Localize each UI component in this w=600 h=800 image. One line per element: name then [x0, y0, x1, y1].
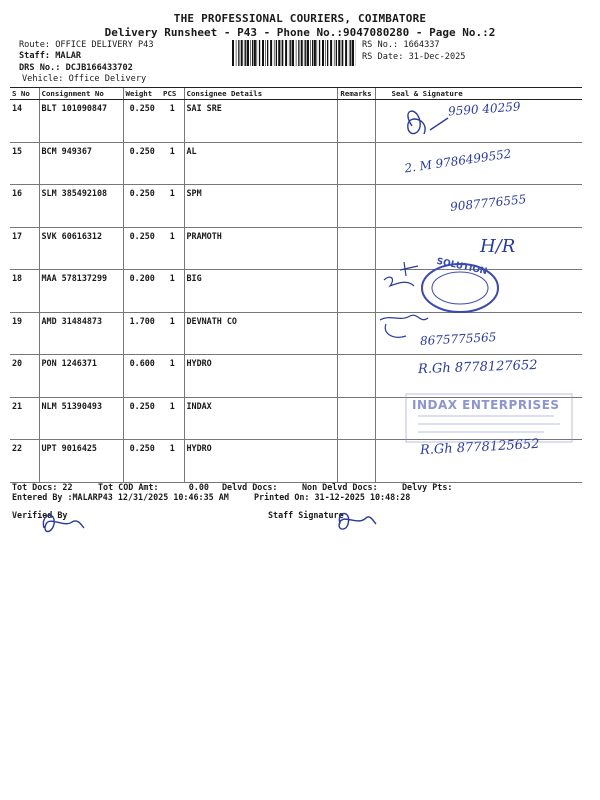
barcode-bar	[236, 40, 237, 66]
barcode-bar	[292, 40, 294, 66]
cell-consignee: SPM	[184, 185, 337, 228]
vehicle-label: Vehicle: Office Delivery	[22, 74, 147, 84]
cell-consignee: HYDRO	[184, 355, 337, 398]
handwritten-note: 2. M 9786499552	[403, 146, 513, 176]
cell-pcs: 1	[161, 355, 184, 398]
handwritten-phone: 9087776555	[449, 192, 527, 214]
cell-sno: 20	[10, 355, 39, 398]
cell-consignment-no: SLM 385492108	[39, 185, 123, 228]
company-name: THE PROFESSIONAL COURIERS, COIMBATORE	[173, 12, 427, 25]
barcode-bar	[305, 40, 306, 66]
handwritten-note: R.Gh 8778127652	[417, 357, 538, 378]
barcode-bar	[245, 40, 246, 66]
handwritten-phone: 8675775565	[419, 330, 497, 348]
barcode-bar	[322, 40, 324, 66]
cell-consignment-no: SVK 60616312	[39, 227, 123, 270]
cell-weight: 0.200	[123, 270, 161, 313]
total-cod-amount: Tot COD Amt: 0.00	[98, 482, 209, 492]
barcode-bar	[281, 40, 282, 66]
barcode-bar	[336, 40, 337, 66]
cell-sno: 15	[10, 142, 39, 185]
staff-signature	[330, 506, 380, 536]
table-header-row	[10, 88, 582, 100]
cell-pcs: 1	[161, 397, 184, 440]
route-label: Route: OFFICE DELIVERY P43	[19, 40, 154, 50]
cell-sno: 21	[10, 397, 39, 440]
cell-consignee: HYDRO	[184, 440, 337, 483]
cell-consignment-no: MAA 578137299	[39, 270, 123, 313]
barcode-bar	[319, 40, 320, 66]
cell-pcs: 1	[161, 440, 184, 483]
stamp-text: INDAX ENTERPRISES	[412, 398, 560, 412]
barcode-bar	[247, 40, 249, 66]
delivered-docs: Delvd Docs:	[222, 482, 278, 492]
cell-weight: 0.250	[123, 397, 161, 440]
barcode-bar	[289, 40, 290, 66]
barcode-bar	[342, 40, 343, 66]
col-pcs: PCS	[161, 88, 184, 100]
cell-pcs: 1	[161, 312, 184, 355]
cell-weight: 0.600	[123, 355, 161, 398]
col-weight: Weight	[123, 88, 161, 100]
barcode-bar	[298, 40, 299, 66]
signature-scribble	[385, 324, 406, 337]
barcode	[232, 40, 356, 66]
barcode-bar	[262, 40, 264, 66]
cell-consignment-no: BLT 101090847	[39, 100, 123, 143]
barcode-bar	[265, 40, 266, 66]
barcode-bar	[290, 40, 291, 66]
barcode-bar	[259, 40, 260, 66]
barcode-bar	[285, 40, 287, 66]
signature-scribble	[384, 277, 414, 286]
barcode-bar	[241, 40, 243, 66]
cell-pcs: 1	[161, 185, 184, 228]
barcode-bar	[244, 40, 245, 66]
cell-sno: 19	[10, 312, 39, 355]
cell-consignment-no: PON 1246371	[39, 355, 123, 398]
cell-consignee: INDAX	[184, 397, 337, 440]
barcode-bar	[254, 40, 256, 66]
cell-sno: 22	[10, 440, 39, 483]
barcode-bar	[304, 40, 305, 66]
staff-label: Staff: MALAR	[19, 51, 82, 61]
runsheet-title: Delivery Runsheet - P43 - Phone No.:9047080280 - Page No.:2	[104, 26, 496, 39]
printed-on: Printed On: 31-12-2025 10:48:28	[254, 492, 411, 502]
non-delivered-docs: Non Delvd Docs:	[302, 482, 378, 492]
cell-weight: 0.250	[123, 440, 161, 483]
cell-weight: 0.250	[123, 185, 161, 228]
handwritten-phone: 9590 40259	[447, 99, 521, 119]
cell-pcs: 1	[161, 270, 184, 313]
col-consignee: Consignee Details	[184, 88, 337, 100]
handwritten-note: H/R	[480, 236, 516, 257]
barcode-bar	[276, 40, 277, 66]
handwritten-note: R.Gh 8778125652	[419, 436, 540, 459]
cell-pcs: 1	[161, 100, 184, 143]
cell-pcs: 1	[161, 142, 184, 185]
barcode-bar	[327, 40, 328, 66]
barcode-bar	[341, 40, 342, 66]
cell-weight: 0.250	[123, 100, 161, 143]
barcode-bar	[334, 40, 335, 66]
barcode-bar	[350, 40, 351, 66]
barcode-bar	[252, 40, 253, 66]
drs-number: DRS No.: DCJB166433702	[19, 63, 133, 73]
barcode-bar	[349, 40, 350, 66]
cell-weight: 0.250	[123, 142, 161, 185]
barcode-bar	[278, 40, 280, 66]
barcode-bar	[317, 40, 318, 66]
cell-sno: 16	[10, 185, 39, 228]
barcode-bar	[330, 40, 332, 66]
barcode-bar	[250, 40, 251, 66]
cell-consignee: AL	[184, 142, 337, 185]
barcode-bar	[270, 40, 272, 66]
barcode-bar	[312, 40, 313, 66]
cell-sno: 14	[10, 100, 39, 143]
col-consignment: Consignment No	[39, 88, 123, 100]
col-seal-signature: Seal & Signature	[375, 88, 582, 100]
rs-date: RS Date: 31-Dec-2025	[362, 52, 466, 62]
cell-pcs: 1	[161, 227, 184, 270]
barcode-bar	[301, 40, 303, 66]
barcode-bar	[257, 40, 258, 66]
barcode-bar	[267, 40, 268, 66]
cell-consignee: PRAMOTH	[184, 227, 337, 270]
col-remarks: Remarks	[337, 88, 375, 100]
cell-consignment-no: BCM 949367	[39, 142, 123, 185]
barcode-bar	[338, 40, 340, 66]
barcode-bar	[345, 40, 347, 66]
barcode-bar	[352, 40, 354, 66]
barcode-bar	[274, 40, 275, 66]
cell-consignment-no: UPT 9016425	[39, 440, 123, 483]
barcode-bar	[307, 40, 309, 66]
verifier-signature	[38, 508, 88, 538]
signature-scribble	[408, 111, 448, 134]
cell-weight: 0.250	[123, 227, 161, 270]
cell-consignment-no: NLM 51390493	[39, 397, 123, 440]
cell-consignee: BIG	[184, 270, 337, 313]
cell-sno: 17	[10, 227, 39, 270]
cell-sno: 18	[10, 270, 39, 313]
cell-consignee: DEVNATH CO	[184, 312, 337, 355]
signature-scribble	[400, 262, 418, 276]
entered-by: Entered By :MALARP43 12/31/2025 10:46:35 AM	[12, 492, 229, 502]
cell-consignee: SAI SRE	[184, 100, 337, 143]
barcode-bar	[232, 40, 234, 66]
barcode-bar	[314, 40, 316, 66]
total-docs: Tot Docs: 22	[12, 482, 73, 492]
stamp-text: SOLUTION	[435, 256, 489, 278]
barcode-bar	[310, 40, 311, 66]
barcode-bar	[296, 40, 297, 66]
staff-signature-label: Staff Signature	[268, 510, 344, 520]
col-sno: S No	[10, 88, 39, 100]
barcode-bar	[282, 40, 283, 66]
barcode-bar	[325, 40, 326, 66]
delivery-points: Delvy Pts:	[402, 482, 453, 492]
cell-weight: 1.700	[123, 312, 161, 355]
rs-number: RS No.: 1664337	[362, 40, 440, 50]
cell-consignment-no: AMD 31484873	[39, 312, 123, 355]
verified-by-label: Verified By	[12, 510, 68, 520]
barcode-bar	[238, 40, 239, 66]
